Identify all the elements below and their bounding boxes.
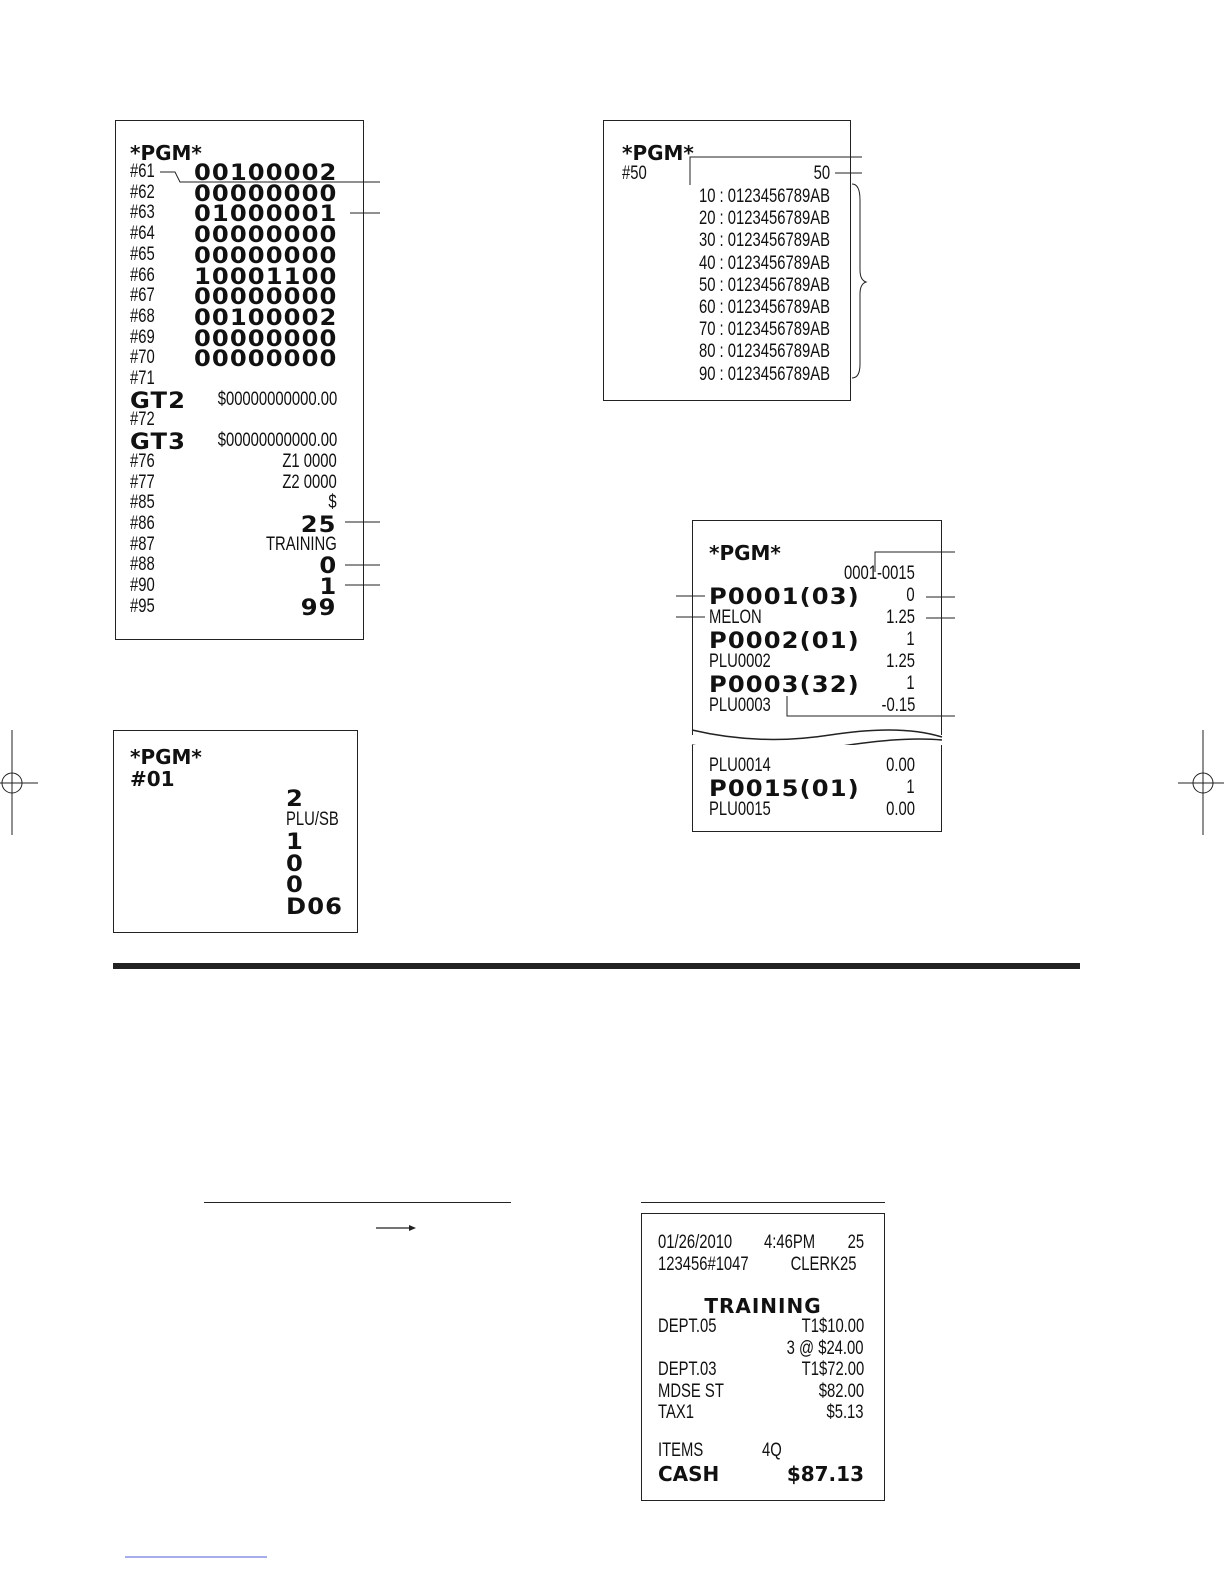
row-label: P0015(01) xyxy=(709,777,860,802)
dept-setting-row xyxy=(114,787,357,812)
text-row xyxy=(604,208,850,230)
receipt-row xyxy=(116,202,363,228)
row-label: PLU0003 xyxy=(709,695,771,716)
row-value: 0 xyxy=(286,851,304,877)
dept-setting-row xyxy=(114,873,357,898)
plu-row xyxy=(693,755,941,777)
receipt-pgm-options xyxy=(115,120,364,640)
row-value: 00000000 xyxy=(193,347,337,373)
receipt-plu-bottom xyxy=(692,745,942,832)
text-row xyxy=(604,186,850,208)
training-title: TRAINING xyxy=(704,1294,822,1318)
sale-line xyxy=(642,1316,884,1338)
row-value: $00000000000.00 xyxy=(217,430,337,452)
row-label: #70 xyxy=(130,347,155,369)
receipt-row xyxy=(116,347,363,373)
row-value: 00000000 xyxy=(193,223,337,249)
plu-row xyxy=(693,651,941,673)
text-row xyxy=(604,364,850,386)
row-value: -0.15 xyxy=(881,695,915,716)
receipt-row xyxy=(116,451,363,473)
receipt-row xyxy=(116,534,363,556)
row-label: #72 xyxy=(130,409,155,431)
row-label: #64 xyxy=(130,223,155,245)
plu-range: 0001-0015 xyxy=(844,563,915,584)
table-rule-right xyxy=(641,1202,885,1203)
row-value: 1 xyxy=(286,830,304,855)
receipt-row xyxy=(116,181,363,207)
row-value: $5.13 xyxy=(826,1402,864,1423)
plu-row xyxy=(693,799,941,821)
row-value: Z1 0000 xyxy=(282,450,337,472)
row-value: 00000000 xyxy=(193,326,337,352)
row-value: 3 @ $24.00 xyxy=(787,1337,864,1359)
row-value: Z2 0000 xyxy=(282,471,337,493)
receipt-row xyxy=(116,575,363,600)
sale-line xyxy=(642,1359,884,1381)
receipt-row xyxy=(116,368,363,390)
row-value: D06 xyxy=(286,894,344,920)
text-row xyxy=(604,230,850,252)
text-row xyxy=(604,319,850,341)
row-label: P0003(32) xyxy=(709,673,860,698)
row-value: 40 : 0123456789AB xyxy=(698,252,830,274)
row-label: #95 xyxy=(130,595,155,617)
receipt-plu-top xyxy=(692,520,942,735)
row-label: GT3 xyxy=(130,430,187,456)
section-divider xyxy=(113,963,1080,969)
row-label: P0001(03) xyxy=(709,585,860,610)
row-value: 10 : 0123456789AB xyxy=(698,186,830,207)
row-label: #68 xyxy=(130,305,155,327)
row-value: 00000000 xyxy=(193,285,337,311)
row-value: 50 : 0123456789AB xyxy=(698,274,830,296)
row-label: MDSE ST xyxy=(658,1380,724,1402)
row-value: 00100002 xyxy=(193,161,337,186)
receipt-row xyxy=(116,223,363,249)
receipt-row xyxy=(116,388,363,414)
table-rule-left xyxy=(204,1202,511,1203)
plu-row xyxy=(693,777,941,802)
receipt-time: 4:46PM xyxy=(764,1232,816,1253)
receipt-header: *PGM* xyxy=(130,141,202,165)
row-label: #87 xyxy=(130,533,155,555)
row-label: PLU0002 xyxy=(709,651,771,672)
row-value: 0.00 xyxy=(886,755,915,776)
row-value: 0 xyxy=(286,873,304,898)
text-row xyxy=(604,275,850,297)
row-value: $00000000000.00 xyxy=(217,388,337,410)
sale-line xyxy=(642,1338,884,1360)
plu-row xyxy=(693,695,941,717)
row-value: T1$10.00 xyxy=(801,1316,864,1337)
receipt-row xyxy=(116,492,363,514)
dept-setting-row xyxy=(114,894,357,920)
row-value: 00000000 xyxy=(193,181,337,207)
items-value: 4Q xyxy=(762,1440,782,1461)
row-value: 90 : 0123456789AB xyxy=(698,363,830,385)
row-value: 70 : 0123456789AB xyxy=(698,319,830,341)
receipt-code: #01 xyxy=(130,767,175,791)
receipt-number: 25 xyxy=(847,1232,864,1253)
receipt-row xyxy=(116,264,363,290)
row-label: #65 xyxy=(130,243,155,265)
plu-row xyxy=(693,607,941,629)
row-label: DEPT.05 xyxy=(658,1316,717,1337)
row-value: 01000001 xyxy=(193,202,337,228)
row-value: 1.25 xyxy=(886,607,915,628)
receipt-row xyxy=(116,285,363,311)
receipt-row xyxy=(116,243,363,269)
row-value: T1$72.00 xyxy=(801,1359,864,1380)
receipt-row xyxy=(116,409,363,431)
row-value: TRAINING xyxy=(266,533,337,555)
row-label: #76 xyxy=(130,450,155,472)
row-value: 00000000 xyxy=(193,243,337,269)
sale-line xyxy=(642,1381,884,1403)
row-value: 80 : 0123456789AB xyxy=(698,341,830,363)
row-label: #71 xyxy=(130,368,155,389)
receipt-consecutive: 123456#1047 xyxy=(658,1254,749,1275)
receipt-row xyxy=(116,595,363,621)
row-label: P0002(01) xyxy=(709,629,860,654)
row-value: PLU/SB xyxy=(286,808,339,830)
receipt-code: #50 xyxy=(622,163,647,184)
receipt-pgm-dept xyxy=(113,730,358,933)
receipt-clerk: CLERK25 xyxy=(790,1254,856,1275)
row-label: PLU0015 xyxy=(709,799,771,820)
dept-setting-row xyxy=(114,830,357,855)
row-value: 0 xyxy=(906,585,915,606)
receipt-row xyxy=(116,326,363,352)
row-value: 10001100 xyxy=(193,264,337,290)
row-value: 1 xyxy=(319,575,337,600)
plu-row xyxy=(693,673,941,698)
text-row xyxy=(604,297,850,319)
text-row xyxy=(604,253,850,275)
dept-setting-row xyxy=(114,851,357,877)
receipt-header: *PGM* xyxy=(130,745,202,769)
row-value: 1 xyxy=(906,777,915,798)
receipt-row xyxy=(116,512,363,538)
row-value: 2 xyxy=(286,787,304,812)
row-label: #77 xyxy=(130,471,155,493)
row-label: #62 xyxy=(130,181,155,203)
receipt-row xyxy=(116,161,363,186)
row-value: 00100002 xyxy=(193,305,337,331)
row-value: 20 : 0123456789AB xyxy=(698,208,830,230)
row-value: 1 xyxy=(906,629,915,650)
row-value: $82.00 xyxy=(818,1380,864,1402)
row-label: #86 xyxy=(130,512,155,534)
row-label: #66 xyxy=(130,264,155,286)
row-label: #85 xyxy=(130,492,155,514)
receipt-training xyxy=(641,1213,885,1501)
receipt-row xyxy=(116,472,363,494)
sale-line xyxy=(642,1402,884,1424)
row-label: #69 xyxy=(130,326,155,348)
receipt-pgm-text xyxy=(603,120,851,401)
cash-label: CASH xyxy=(658,1462,720,1486)
row-label: #67 xyxy=(130,285,155,307)
row-label: #63 xyxy=(130,202,155,224)
plu-row xyxy=(693,629,941,654)
row-label: MELON xyxy=(709,607,762,628)
row-value: 0 xyxy=(319,554,337,580)
row-value: 1.25 xyxy=(886,651,915,672)
row-label: DEPT.03 xyxy=(658,1359,717,1380)
row-label: GT2 xyxy=(130,388,187,414)
row-label: TAX1 xyxy=(658,1402,694,1423)
row-value: 30 : 0123456789AB xyxy=(698,230,830,252)
row-value: 99 xyxy=(301,595,337,621)
receipt-row xyxy=(116,430,363,456)
receipt-header: *PGM* xyxy=(709,541,781,565)
row-label: PLU0014 xyxy=(709,755,771,776)
receipt-value: 50 xyxy=(813,163,830,184)
row-value: 25 xyxy=(301,512,337,538)
cash-value: $87.13 xyxy=(786,1462,864,1486)
row-value: 1 xyxy=(906,673,915,694)
dept-setting-row xyxy=(114,809,357,831)
receipt-row xyxy=(116,305,363,331)
row-label: #90 xyxy=(130,575,155,596)
items-label: ITEMS xyxy=(658,1440,704,1461)
row-label: #61 xyxy=(130,161,155,182)
row-value: 60 : 0123456789AB xyxy=(698,297,830,318)
text-row xyxy=(604,341,850,363)
row-value: 0.00 xyxy=(886,799,915,820)
receipt-header: *PGM* xyxy=(622,141,694,165)
receipt-row xyxy=(116,554,363,580)
row-value: $ xyxy=(328,492,337,514)
plu-row xyxy=(693,585,941,610)
row-label: #88 xyxy=(130,554,155,576)
receipt-date: 01/26/2010 xyxy=(658,1232,733,1253)
